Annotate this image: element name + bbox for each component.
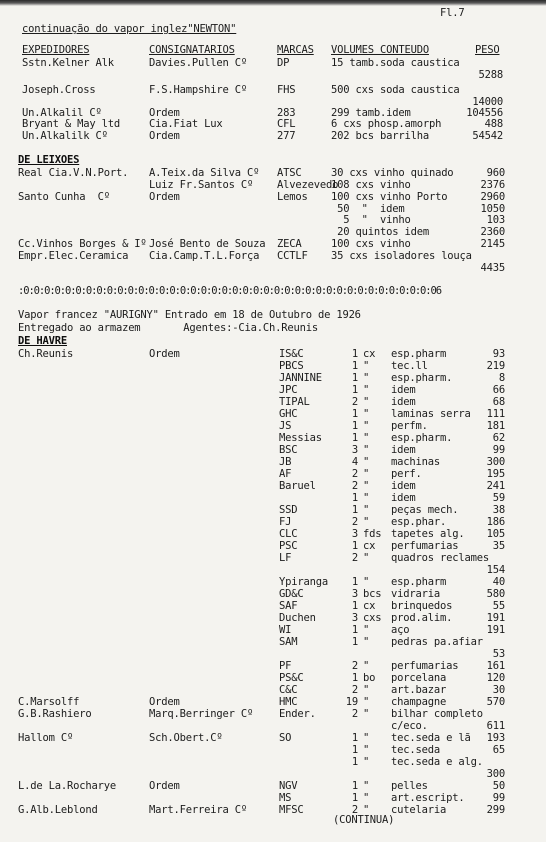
volume-count: 1 (351, 600, 358, 612)
cargo-weight: 161 (486, 660, 505, 672)
cargo-content: idem (391, 396, 416, 408)
cargo-content: c/eco. (391, 720, 428, 732)
cargo-weight: 54542 (472, 130, 503, 142)
cargo-weight: 2376 (480, 179, 505, 191)
consignee-name: Marq.Berringer Cº (149, 708, 254, 720)
cargo-weight: 299 (486, 804, 505, 816)
package-type: " (363, 804, 370, 816)
volume-count: 2 (351, 468, 358, 480)
volume-count: 3 (351, 444, 358, 456)
cargo-mark: TIPAL (279, 396, 310, 408)
package-type: " (363, 684, 370, 696)
cargo-mark: HMC (279, 696, 298, 708)
volume-count: 4 (351, 456, 358, 468)
cargo-weight: 99 (492, 792, 505, 804)
consignee-name: A.Teix.da Silva Cº (149, 167, 260, 179)
cargo-mark: WI (279, 624, 292, 636)
consignee-name: Cia.Fiat Lux (149, 118, 223, 130)
volume-count: 1 (351, 408, 358, 420)
package-type: " (363, 792, 370, 804)
cargo-weight: 154 (486, 564, 505, 576)
cargo-weight: 191 (486, 624, 505, 636)
shipper-name: G.Alb.Leblond (18, 804, 98, 816)
cargo-mark: PF (279, 660, 292, 672)
package-type: " (363, 636, 370, 648)
cargo-mark: PS&C (279, 672, 304, 684)
volume-count: 3 (351, 612, 358, 624)
cargo-mark: ZECA (277, 238, 302, 250)
package-type: " (363, 696, 370, 708)
shipper-name: Cc.Vinhos Borges & Iº (18, 238, 147, 250)
cargo-mark: 277 (277, 130, 296, 142)
volume-count: 2 (351, 804, 358, 816)
cargo-content: vidraria (391, 588, 440, 600)
consignee-name: Sch.Obert.Cº (149, 732, 223, 744)
cargo-mark: Alvezevedo (277, 179, 339, 191)
cargo-weight: 68 (492, 396, 505, 408)
volume-count: 1 (351, 744, 358, 756)
cargo-content: art.bazar (391, 684, 447, 696)
shipper-name: G.B.Rashiero (18, 708, 92, 720)
cargo-weight: 4435 (480, 262, 505, 274)
cargo-mark: Ypiranga (279, 576, 328, 588)
cargo-mark: MFSC (279, 804, 304, 816)
package-type: " (363, 756, 370, 768)
cargo-weight: 5288 (478, 69, 503, 81)
cargo-weight: 53 (492, 648, 505, 660)
volumes-content: 20 quintos idem (331, 226, 429, 238)
cargo-weight: 59 (492, 492, 505, 504)
cargo-content: quadros reclames (391, 552, 489, 564)
package-type: bcs (363, 588, 382, 600)
cargo-weight: 195 (486, 468, 505, 480)
volume-count: 19 (345, 696, 358, 708)
column-header-volumes-content: VOLUMES CONTEUDO (331, 44, 429, 56)
package-type: " (363, 552, 370, 564)
cargo-content: pelles (391, 780, 428, 792)
consignee-name: Ordem (149, 191, 180, 203)
cargo-content: esp.phar. (391, 516, 447, 528)
package-type: cx (363, 348, 376, 360)
cargo-weight: 38 (492, 504, 505, 516)
continua-footer: (CONTINUA) (333, 814, 395, 826)
cargo-weight: 105 (486, 528, 505, 540)
cargo-mark: MS (279, 792, 292, 804)
cargo-content: machinas (391, 456, 440, 468)
cargo-content: idem (391, 492, 416, 504)
cargo-weight: 40 (492, 576, 505, 588)
cargo-weight: 300 (486, 768, 505, 780)
cargo-mark: FHS (277, 84, 296, 96)
volumes-content: 35 cxs isoladores louça (331, 250, 472, 262)
cargo-mark: FJ (279, 516, 292, 528)
volume-count: 2 (351, 552, 358, 564)
package-type: " (363, 456, 370, 468)
cargo-weight: 93 (492, 348, 505, 360)
shipper-name: Real Cia.V.N.Port. (18, 167, 129, 179)
shipper-name: Ch.Reunis (18, 348, 74, 360)
volumes-content: 50 " idem (331, 203, 405, 215)
cargo-mark: SO (279, 732, 292, 744)
package-type: " (363, 492, 370, 504)
volume-count: 1 (351, 732, 358, 744)
shipper-name: Hallom Cº (18, 732, 74, 744)
package-type: " (363, 624, 370, 636)
cargo-content: perfumarias (391, 540, 459, 552)
cargo-mark: 283 (277, 107, 296, 119)
volume-count: 3 (351, 528, 358, 540)
volume-count: 2 (351, 396, 358, 408)
consignee-name: Davies.Pullen Cº (149, 57, 247, 69)
cargo-weight: 104556 (466, 107, 503, 119)
cargo-content: porcelana (391, 672, 447, 684)
cargo-weight: 219 (486, 360, 505, 372)
cargo-content: tec.seda e alg. (391, 756, 483, 768)
volume-count: 2 (351, 480, 358, 492)
cargo-content: idem (391, 384, 416, 396)
cargo-weight: 488 (484, 118, 503, 130)
consignee-name: Mart.Ferreira Cº (149, 804, 247, 816)
volume-count: 1 (351, 348, 358, 360)
cargo-content: esp.pharm. (391, 372, 453, 384)
cargo-content: prod.alim. (391, 612, 453, 624)
cargo-mark: CCTLF (277, 250, 308, 262)
package-type: " (363, 732, 370, 744)
package-type: " (363, 516, 370, 528)
cargo-content: perfumarias (391, 660, 459, 672)
cargo-mark: NGV (279, 780, 298, 792)
cargo-weight: 2360 (480, 226, 505, 238)
cargo-mark: Messias (279, 432, 322, 444)
volume-count: 2 (351, 708, 358, 720)
cargo-weight: 241 (486, 480, 505, 492)
package-type: " (363, 576, 370, 588)
cargo-weight: 50 (492, 780, 505, 792)
cargo-weight: 2145 (480, 238, 505, 250)
shipper-name: Un.Alkalilk Cº (22, 130, 108, 142)
consignee-name: F.S.Hampshire Cº (149, 84, 247, 96)
package-type: " (363, 408, 370, 420)
cargo-mark: Ender. (279, 708, 316, 720)
cargo-content: esp.pharm (391, 576, 447, 588)
cargo-mark: GHC (279, 408, 298, 420)
cargo-mark: JANNINE (279, 372, 322, 384)
separator-line: :0:0:0:0:0:0:0:0:0:0:0:0:0:0:0:0:0:0:0:0:0:0:0:0:0:0:0:0:0:0:0:0:0:0:0:0:0:0:0:06 (18, 285, 441, 297)
cargo-mark: AF (279, 468, 292, 480)
consignee-name: José Bento de Souza (149, 238, 266, 250)
cargo-weight: 570 (486, 696, 505, 708)
shipper-name: Un.Alkalil Cº (22, 107, 102, 119)
cargo-weight: 55 (492, 600, 505, 612)
cargo-weight: 181 (486, 420, 505, 432)
package-type: " (363, 372, 370, 384)
package-type: " (363, 420, 370, 432)
volumes-content: 100 cxs vinho Porto (331, 191, 448, 203)
cargo-mark: LF (279, 552, 292, 564)
volume-count: 1 (351, 624, 358, 636)
cargo-mark: CLC (279, 528, 298, 540)
cargo-mark: PBCS (279, 360, 304, 372)
column-header-marks: MARCAS (277, 44, 314, 56)
package-type: " (363, 708, 370, 720)
cargo-weight: 66 (492, 384, 505, 396)
leixoes-heading: DE LEIXOES (18, 154, 80, 166)
cargo-content: idem (391, 444, 416, 456)
cargo-weight: 580 (486, 588, 505, 600)
volumes-content: 15 tamb.soda caustica (331, 57, 460, 69)
volumes-content: 30 cxs vinho quinado (331, 167, 454, 179)
volumes-content: 5 " vinho (331, 214, 411, 226)
volumes-content: 6 cxs phosp.amorph (331, 118, 442, 130)
package-type: bo (363, 672, 376, 684)
shipper-name: Bryant & May ltd (22, 118, 120, 130)
cargo-content: perf. (391, 468, 422, 480)
volumes-content: 100 cxs vinho (331, 238, 411, 250)
volume-count: 1 (351, 372, 358, 384)
cargo-weight: 611 (486, 720, 505, 732)
havre-heading: DE HAVRE (18, 335, 67, 347)
aurigny-vessel-line: Vapor francez "AURIGNY" Entrado em 18 de Outubro de 1926 (18, 309, 361, 321)
cargo-content: tec.ll (391, 360, 428, 372)
cargo-weight: 191 (486, 612, 505, 624)
cargo-mark: SAM (279, 636, 298, 648)
package-type: " (363, 468, 370, 480)
consignee-name: Ordem (149, 348, 180, 360)
cargo-mark: BSC (279, 444, 298, 456)
package-type: " (363, 480, 370, 492)
cargo-mark: DP (277, 57, 290, 69)
volume-count: 1 (351, 576, 358, 588)
volume-count: 1 (351, 792, 358, 804)
cargo-weight: 8 (498, 372, 505, 384)
cargo-content: esp.pharm (391, 348, 447, 360)
volume-count: 2 (351, 660, 358, 672)
package-type: " (363, 360, 370, 372)
cargo-content: laminas serra (391, 408, 471, 420)
volume-count: 1 (351, 492, 358, 504)
cargo-content: perfm. (391, 420, 428, 432)
page-top-shadow (0, 0, 546, 6)
consignee-name: Ordem (149, 780, 180, 792)
cargo-weight: 111 (486, 408, 505, 420)
consignee-name: Cia.Camp.T.L.Força (149, 250, 260, 262)
volume-count: 1 (351, 432, 358, 444)
shipper-name: Empr.Elec.Ceramica (18, 250, 129, 262)
volume-count: 1 (351, 780, 358, 792)
cargo-weight: 300 (486, 456, 505, 468)
package-type: " (363, 504, 370, 516)
shipper-name: L.de La.Rocharye (18, 780, 116, 792)
cargo-content: esp.pharm. (391, 432, 453, 444)
cargo-weight: 120 (486, 672, 505, 684)
page-number: Fl.7 (440, 7, 465, 19)
cargo-content: brinquedos (391, 600, 453, 612)
cargo-weight: 193 (486, 732, 505, 744)
shipper-name: C.Marsolff (18, 696, 80, 708)
consignee-name: Ordem (149, 130, 180, 142)
cargo-mark: Lemos (277, 191, 308, 203)
package-type: " (363, 444, 370, 456)
cargo-content: peças mech. (391, 504, 459, 516)
volume-count: 1 (351, 360, 358, 372)
cargo-mark: ATSC (277, 167, 302, 179)
cargo-mark: GD&C (279, 588, 304, 600)
cargo-mark: IS&C (279, 348, 304, 360)
cargo-mark: JPC (279, 384, 298, 396)
cargo-content: bilhar completo (391, 708, 483, 720)
volume-count: 2 (351, 516, 358, 528)
cargo-content: cutelaria (391, 804, 447, 816)
cargo-content: art.escript. (391, 792, 465, 804)
cargo-mark: JS (279, 420, 292, 432)
cargo-mark: SAF (279, 600, 298, 612)
package-type: " (363, 396, 370, 408)
cargo-weight: 186 (486, 516, 505, 528)
volumes-content: 108 cxs vinho (331, 179, 411, 191)
volumes-content: 202 bcs barrilha (331, 130, 429, 142)
volumes-content: 299 tamb.idem (331, 107, 411, 119)
volume-count: 1 (351, 636, 358, 648)
package-type: cx (363, 600, 376, 612)
cargo-weight: 62 (492, 432, 505, 444)
cargo-mark: C&C (279, 684, 298, 696)
package-type: " (363, 432, 370, 444)
cargo-mark: Duchen (279, 612, 316, 624)
volume-count: 1 (351, 672, 358, 684)
volume-count: 1 (351, 540, 358, 552)
continuation-title: continuação do vapor inglez"NEWTON" (22, 23, 237, 35)
aurigny-warehouse-line: Entregado ao armazem Agentes:-Cia.Ch.Reunis (18, 322, 318, 334)
cargo-content: tec.seda e lã (391, 732, 471, 744)
volumes-content: 500 cxs soda caustica (331, 84, 460, 96)
cargo-content: aço (391, 624, 410, 636)
column-header-weight: PESO (475, 44, 500, 56)
cargo-content: tapetes alg. (391, 528, 465, 540)
package-type: cxs (363, 612, 382, 624)
cargo-weight: 1050 (480, 203, 505, 215)
cargo-mark: PSC (279, 540, 298, 552)
package-type: fds (363, 528, 382, 540)
consignee-name: Ordem (149, 696, 180, 708)
cargo-weight: 30 (492, 684, 505, 696)
cargo-weight: 960 (486, 167, 505, 179)
package-type: cx (363, 540, 376, 552)
cargo-content: idem (391, 480, 416, 492)
cargo-weight: 35 (492, 540, 505, 552)
cargo-mark: Baruel (279, 480, 316, 492)
cargo-weight: 103 (486, 214, 505, 226)
cargo-mark: JB (279, 456, 292, 468)
volume-count: 1 (351, 420, 358, 432)
package-type: " (363, 780, 370, 792)
volume-count: 1 (351, 384, 358, 396)
volume-count: 3 (351, 588, 358, 600)
shipper-name: Joseph.Cross (22, 84, 96, 96)
shipper-name: Santo Cunha Cº (18, 191, 110, 203)
cargo-weight: 2960 (480, 191, 505, 203)
shipper-name: Sstn.Kelner Alk (22, 57, 114, 69)
volume-count: 2 (351, 684, 358, 696)
package-type: " (363, 384, 370, 396)
volume-count: 1 (351, 504, 358, 516)
cargo-weight: 99 (492, 444, 505, 456)
cargo-weight: 65 (492, 744, 505, 756)
cargo-mark: SSD (279, 504, 298, 516)
cargo-mark: CFL (277, 118, 296, 130)
column-header-merchants: EXPEDIDORES (22, 44, 90, 56)
consignee-name: Luiz Fr.Santos Cº (149, 179, 254, 191)
cargo-content: tec.seda (391, 744, 440, 756)
package-type: " (363, 744, 370, 756)
cargo-weight: 14000 (472, 96, 503, 108)
column-header-consignees: CONSIGNATARIOS (149, 44, 235, 56)
cargo-content: champagne (391, 696, 447, 708)
consignee-name: Ordem (149, 107, 180, 119)
package-type: " (363, 660, 370, 672)
volume-count: 1 (351, 756, 358, 768)
cargo-content: pedras pa.afiar (391, 636, 483, 648)
